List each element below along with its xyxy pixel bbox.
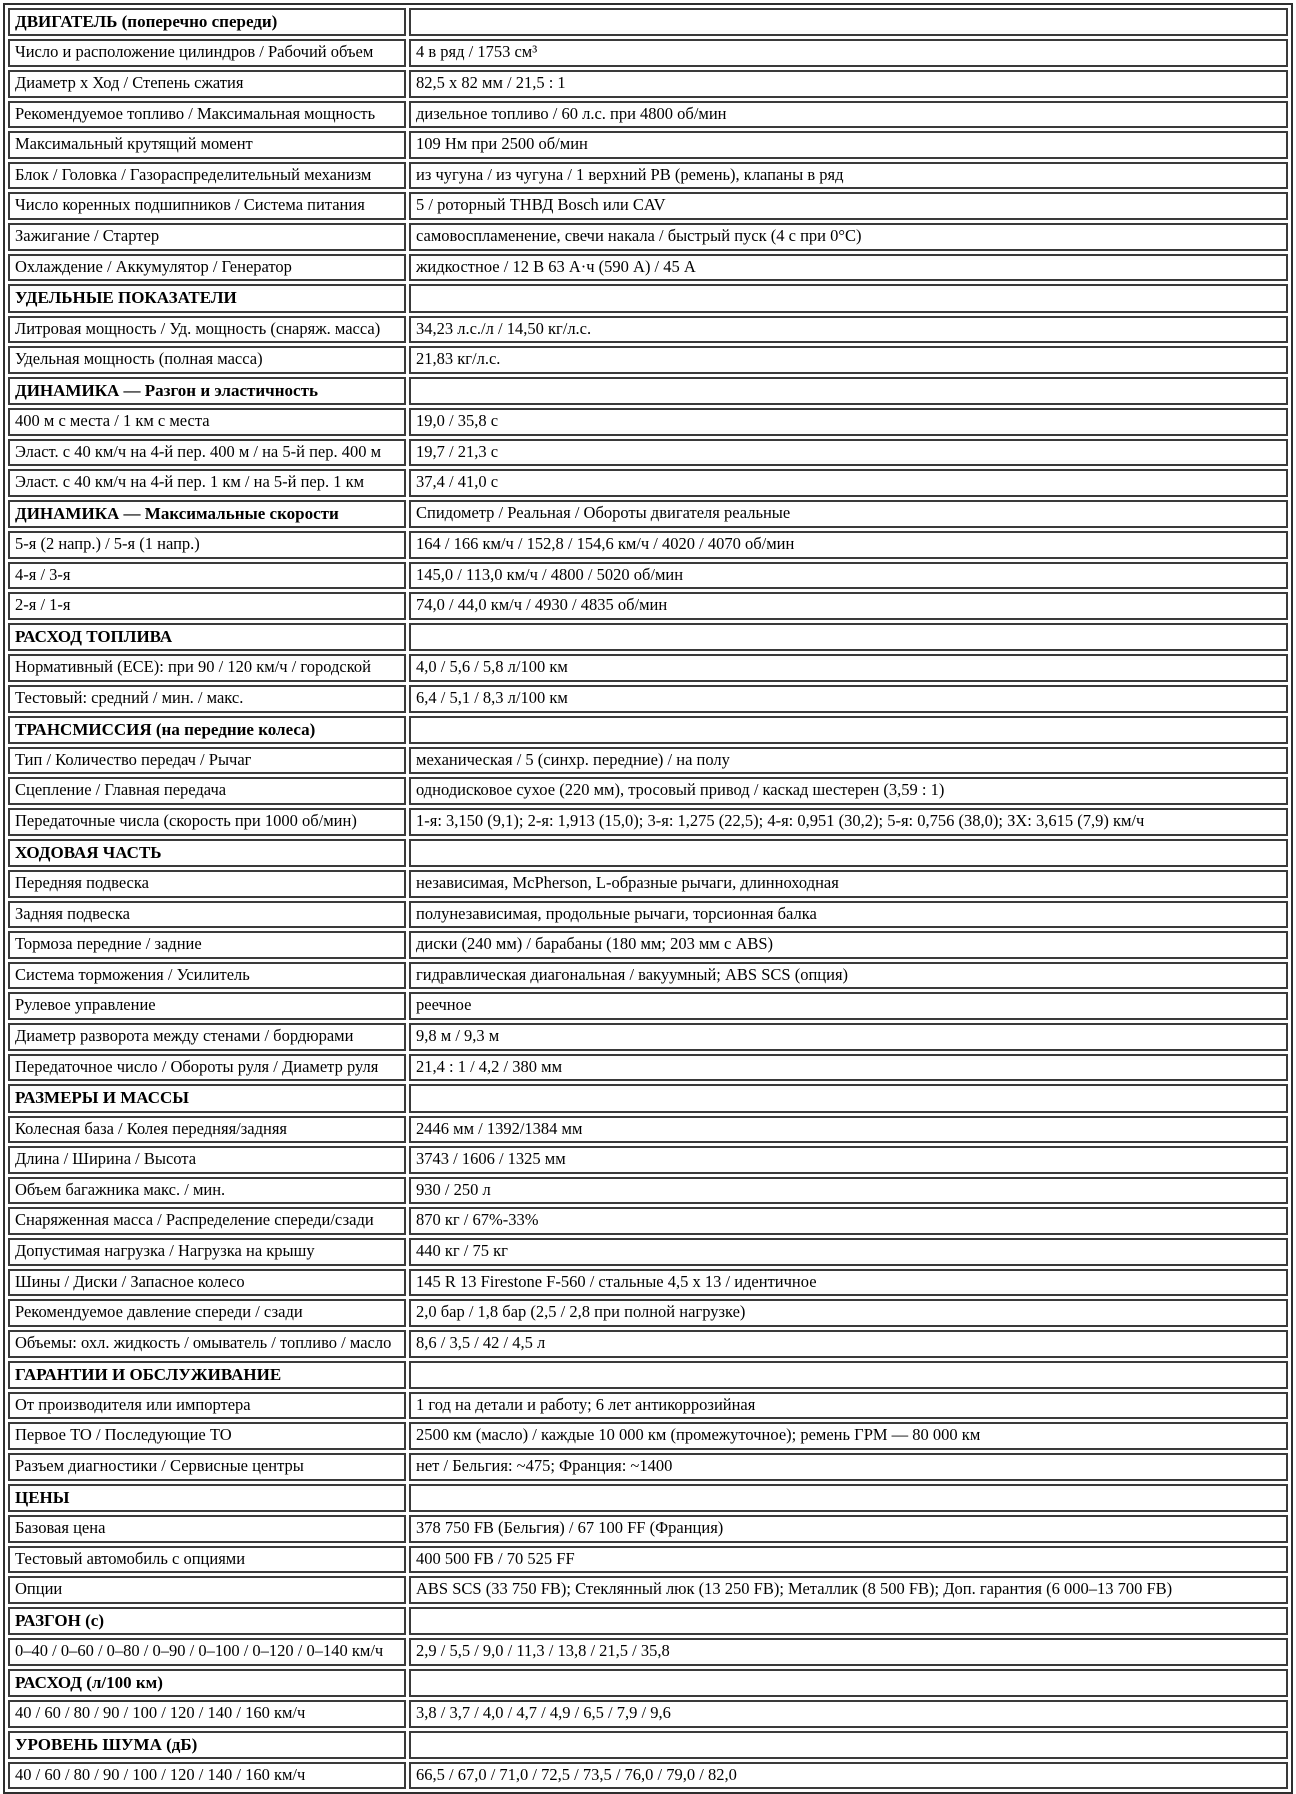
row-value: 19,0 / 35,8 с [409, 408, 1288, 436]
section-row [8, 377, 1288, 405]
table-row [8, 1576, 1288, 1604]
row-label: Колесная база / Колея передняя/задняя [8, 1116, 406, 1144]
row-label: Рекомендуемое топливо / Максимальная мощность [8, 101, 406, 129]
section-title: ДВИГАТЕЛЬ (поперечно спереди) [8, 8, 406, 36]
row-value: 378 750 FB (Бельгия) / 67 100 FF (Франция) [409, 1515, 1288, 1543]
table-row [8, 1146, 1288, 1174]
section-row [8, 1607, 1288, 1635]
section-row [8, 839, 1288, 867]
table-row [8, 1453, 1288, 1481]
row-label: Разъем диагностики / Сервисные центры [8, 1453, 406, 1481]
row-value: 400 500 FB / 70 525 FF [409, 1546, 1288, 1574]
row-value [409, 1731, 1288, 1759]
table-row [8, 39, 1288, 67]
row-value: 8,6 / 3,5 / 42 / 4,5 л [409, 1330, 1288, 1358]
table-row [8, 931, 1288, 959]
row-value: 66,5 / 67,0 / 71,0 / 72,5 / 73,5 / 76,0 / 79,0 / 82,0 [409, 1762, 1288, 1790]
row-value: гидравлическая диагональная / вакуумный; ABS SCS (опция) [409, 962, 1288, 990]
table-row [8, 1116, 1288, 1144]
row-label: Первое ТО / Последующие ТО [8, 1422, 406, 1450]
table-row [8, 1392, 1288, 1420]
section-title: УДЕЛЬНЫЕ ПОКАЗАТЕЛИ [8, 284, 406, 312]
row-label: Передняя подвеска [8, 870, 406, 898]
section-title: ХОДОВАЯ ЧАСТЬ [8, 839, 406, 867]
row-value: 21,83 кг/л.с. [409, 346, 1288, 374]
row-label: Снаряженная масса / Распределение спереди/сзади [8, 1207, 406, 1235]
row-value: 21,4 : 1 / 4,2 / 380 мм [409, 1054, 1288, 1082]
row-value [409, 623, 1288, 651]
section-title: ДИНАМИКА — Максимальные скорости [8, 500, 406, 528]
table-row [8, 1638, 1288, 1666]
table-row [8, 1269, 1288, 1297]
row-label: 400 м с места / 1 км с места [8, 408, 406, 436]
row-value: нет / Бельгия: ~475; Франция: ~1400 [409, 1453, 1288, 1481]
row-label: Объем багажника макс. / мин. [8, 1177, 406, 1205]
row-value: реечное [409, 992, 1288, 1020]
table-row [8, 1177, 1288, 1205]
section-row [8, 1669, 1288, 1697]
row-value [409, 1669, 1288, 1697]
table-row [8, 408, 1288, 436]
row-value: 1-я: 3,150 (9,1); 2-я: 1,913 (15,0); 3-я: 1,275 (22,5); 4-я: 0,951 (30,2); 5-я: 0,756 (38,0); ЗХ: 3,615 (7,9) км/ч [409, 808, 1288, 836]
row-label: 40 / 60 / 80 / 90 / 100 / 120 / 140 / 160 км/ч [8, 1762, 406, 1790]
row-value: 19,7 / 21,3 с [409, 439, 1288, 467]
section-title: РАЗГОН (с) [8, 1607, 406, 1635]
row-label: 4-я / 3-я [8, 562, 406, 590]
row-label: Зажигание / Стартер [8, 223, 406, 251]
row-label: Объемы: охл. жидкость / омыватель / топливо / масло [8, 1330, 406, 1358]
row-value: 5 / роторный ТНВД Bosch или CAV [409, 192, 1288, 220]
row-value: независимая, McPherson, L-образные рычаги, длинноходная [409, 870, 1288, 898]
row-value: Спидометр / Реальная / Обороты двигателя реальные [409, 500, 1288, 528]
row-label: 0–40 / 0–60 / 0–80 / 0–90 / 0–100 / 0–120 / 0–140 км/ч [8, 1638, 406, 1666]
table-row [8, 254, 1288, 282]
row-value [409, 1484, 1288, 1512]
row-value: полунезависимая, продольные рычаги, торсионная балка [409, 901, 1288, 929]
section-row [8, 284, 1288, 312]
section-row [8, 8, 1288, 36]
spec-table-body [8, 8, 1288, 1789]
row-label: Диаметр x Ход / Степень сжатия [8, 70, 406, 98]
row-label: От производителя или импортера [8, 1392, 406, 1420]
row-value: 164 / 166 км/ч / 152,8 / 154,6 км/ч / 4020 / 4070 об/мин [409, 531, 1288, 559]
section-title: РАЗМЕРЫ И МАССЫ [8, 1084, 406, 1112]
section-row [8, 1361, 1288, 1389]
row-label: Рулевое управление [8, 992, 406, 1020]
row-value [409, 1361, 1288, 1389]
section-row [8, 1484, 1288, 1512]
row-label: 40 / 60 / 80 / 90 / 100 / 120 / 140 / 160 км/ч [8, 1700, 406, 1728]
row-value: 2,0 бар / 1,8 бар (2,5 / 2,8 при полной нагрузке) [409, 1299, 1288, 1327]
table-row [8, 901, 1288, 929]
row-label: Передаточное число / Обороты руля / Диаметр руля [8, 1054, 406, 1082]
row-label: Число и расположение цилиндров / Рабочий объем [8, 39, 406, 67]
table-row [8, 777, 1288, 805]
row-value: 145 R 13 Firestone F-560 / стальные 4,5 x 13 / идентичное [409, 1269, 1288, 1297]
row-label: Передаточные числа (скорость при 1000 об/мин) [8, 808, 406, 836]
row-label: Число коренных подшипников / Система питания [8, 192, 406, 220]
table-row [8, 1207, 1288, 1235]
row-label: Эласт. с 40 км/ч на 4-й пер. 1 км / на 5-й пер. 1 км [8, 469, 406, 497]
row-value: диски (240 мм) / барабаны (180 мм; 203 мм с ABS) [409, 931, 1288, 959]
row-label: Опции [8, 1576, 406, 1604]
row-value: 37,4 / 41,0 с [409, 469, 1288, 497]
table-row [8, 469, 1288, 497]
row-value: жидкостное / 12 В 63 А·ч (590 А) / 45 А [409, 254, 1288, 282]
row-label: Максимальный крутящий момент [8, 131, 406, 159]
row-value: 9,8 м / 9,3 м [409, 1023, 1288, 1051]
table-row [8, 1238, 1288, 1266]
row-label: Тестовый автомобиль с опциями [8, 1546, 406, 1574]
row-label: Система торможения / Усилитель [8, 962, 406, 990]
table-row [8, 870, 1288, 898]
table-row [8, 131, 1288, 159]
table-row [8, 962, 1288, 990]
row-value: механическая / 5 (синхр. передние) / на полу [409, 747, 1288, 775]
row-label: Рекомендуемое давление спереди / сзади [8, 1299, 406, 1327]
table-row [8, 654, 1288, 682]
section-title: ДИНАМИКА — Разгон и эластичность [8, 377, 406, 405]
table-row [8, 808, 1288, 836]
section-row [8, 1084, 1288, 1112]
table-row [8, 162, 1288, 190]
table-row [8, 1546, 1288, 1574]
table-row [8, 747, 1288, 775]
row-value: 2446 мм / 1392/1384 мм [409, 1116, 1288, 1144]
table-row [8, 1762, 1288, 1790]
row-value: ABS SCS (33 750 FB); Стеклянный люк (13 250 FB); Металлик (8 500 FB); Доп. гарантия (6 000–13 700 FB) [409, 1576, 1288, 1604]
row-value: 74,0 / 44,0 км/ч / 4930 / 4835 об/мин [409, 592, 1288, 620]
row-label: Задняя подвеска [8, 901, 406, 929]
row-label: Длина / Ширина / Высота [8, 1146, 406, 1174]
row-value: 145,0 / 113,0 км/ч / 4800 / 5020 об/мин [409, 562, 1288, 590]
section-title: ГАРАНТИИ И ОБСЛУЖИВАНИЕ [8, 1361, 406, 1389]
row-value [409, 1607, 1288, 1635]
row-value: 6,4 / 5,1 / 8,3 л/100 км [409, 685, 1288, 713]
table-row [8, 592, 1288, 620]
table-row [8, 439, 1288, 467]
row-value [409, 839, 1288, 867]
row-label: Удельная мощность (полная масса) [8, 346, 406, 374]
table-row [8, 1700, 1288, 1728]
row-value [409, 377, 1288, 405]
row-label: Шины / Диски / Запасное колесо [8, 1269, 406, 1297]
section-row [8, 1731, 1288, 1759]
section-title: РАСХОД ТОПЛИВА [8, 623, 406, 651]
row-value: 2,9 / 5,5 / 9,0 / 11,3 / 13,8 / 21,5 / 35,8 [409, 1638, 1288, 1666]
table-row [8, 70, 1288, 98]
table-row [8, 192, 1288, 220]
section-row [8, 623, 1288, 651]
row-label: 5-я (2 напр.) / 5-я (1 напр.) [8, 531, 406, 559]
row-value: 440 кг / 75 кг [409, 1238, 1288, 1266]
row-value [409, 284, 1288, 312]
section-title: УРОВЕНЬ ШУМА (дБ) [8, 1731, 406, 1759]
row-label: Допустимая нагрузка / Нагрузка на крышу [8, 1238, 406, 1266]
row-label: Охлаждение / Аккумулятор / Генератор [8, 254, 406, 282]
table-row [8, 1299, 1288, 1327]
row-value: 34,23 л.с./л / 14,50 кг/л.с. [409, 316, 1288, 344]
table-row [8, 1023, 1288, 1051]
row-label: Сцепление / Главная передача [8, 777, 406, 805]
row-value: самовоспламенение, свечи накала / быстрый пуск (4 с при 0°С) [409, 223, 1288, 251]
row-value [409, 8, 1288, 36]
table-row [8, 346, 1288, 374]
row-value: 82,5 x 82 мм / 21,5 : 1 [409, 70, 1288, 98]
row-label: Базовая цена [8, 1515, 406, 1543]
row-value: однодисковое сухое (220 мм), тросовый привод / каскад шестерен (3,59 : 1) [409, 777, 1288, 805]
table-row [8, 101, 1288, 129]
table-row [8, 562, 1288, 590]
section-row [8, 716, 1288, 744]
row-value: 870 кг / 67%-33% [409, 1207, 1288, 1235]
row-value: 3743 / 1606 / 1325 мм [409, 1146, 1288, 1174]
row-value: дизельное топливо / 60 л.с. при 4800 об/мин [409, 101, 1288, 129]
row-value: 109 Нм при 2500 об/мин [409, 131, 1288, 159]
row-label: Тормоза передние / задние [8, 931, 406, 959]
section-row [8, 500, 1288, 528]
section-title: ЦЕНЫ [8, 1484, 406, 1512]
table-row [8, 685, 1288, 713]
table-row [8, 1330, 1288, 1358]
row-value: 4,0 / 5,6 / 5,8 л/100 км [409, 654, 1288, 682]
row-label: 2-я / 1-я [8, 592, 406, 620]
row-value: из чугуна / из чугуна / 1 верхний РВ (ремень), клапаны в ряд [409, 162, 1288, 190]
table-row [8, 223, 1288, 251]
row-label: Эласт. с 40 км/ч на 4-й пер. 400 м / на 5-й пер. 400 м [8, 439, 406, 467]
row-label: Нормативный (ECE): при 90 / 120 км/ч / городской [8, 654, 406, 682]
row-value: 930 / 250 л [409, 1177, 1288, 1205]
car-spec-table [3, 3, 1293, 1794]
row-label: Тип / Количество передач / Рычаг [8, 747, 406, 775]
table-row [8, 1515, 1288, 1543]
row-label: Литровая мощность / Уд. мощность (снаряж. масса) [8, 316, 406, 344]
row-value [409, 716, 1288, 744]
section-title: РАСХОД (л/100 км) [8, 1669, 406, 1697]
section-title: ТРАНСМИССИЯ (на передние колеса) [8, 716, 406, 744]
row-value [409, 1084, 1288, 1112]
table-row [8, 1422, 1288, 1450]
table-row [8, 531, 1288, 559]
table-row [8, 1054, 1288, 1082]
row-value: 3,8 / 3,7 / 4,0 / 4,7 / 4,9 / 6,5 / 7,9 / 9,6 [409, 1700, 1288, 1728]
row-label: Тестовый: средний / мин. / макс. [8, 685, 406, 713]
row-label: Блок / Головка / Газораспределительный механизм [8, 162, 406, 190]
table-row [8, 316, 1288, 344]
row-label: Диаметр разворота между стенами / бордюрами [8, 1023, 406, 1051]
row-value: 4 в ряд / 1753 см³ [409, 39, 1288, 67]
row-value: 2500 км (масло) / каждые 10 000 км (промежуточное); ремень ГРМ — 80 000 км [409, 1422, 1288, 1450]
row-value: 1 год на детали и работу; 6 лет антикоррозийная [409, 1392, 1288, 1420]
table-row [8, 992, 1288, 1020]
